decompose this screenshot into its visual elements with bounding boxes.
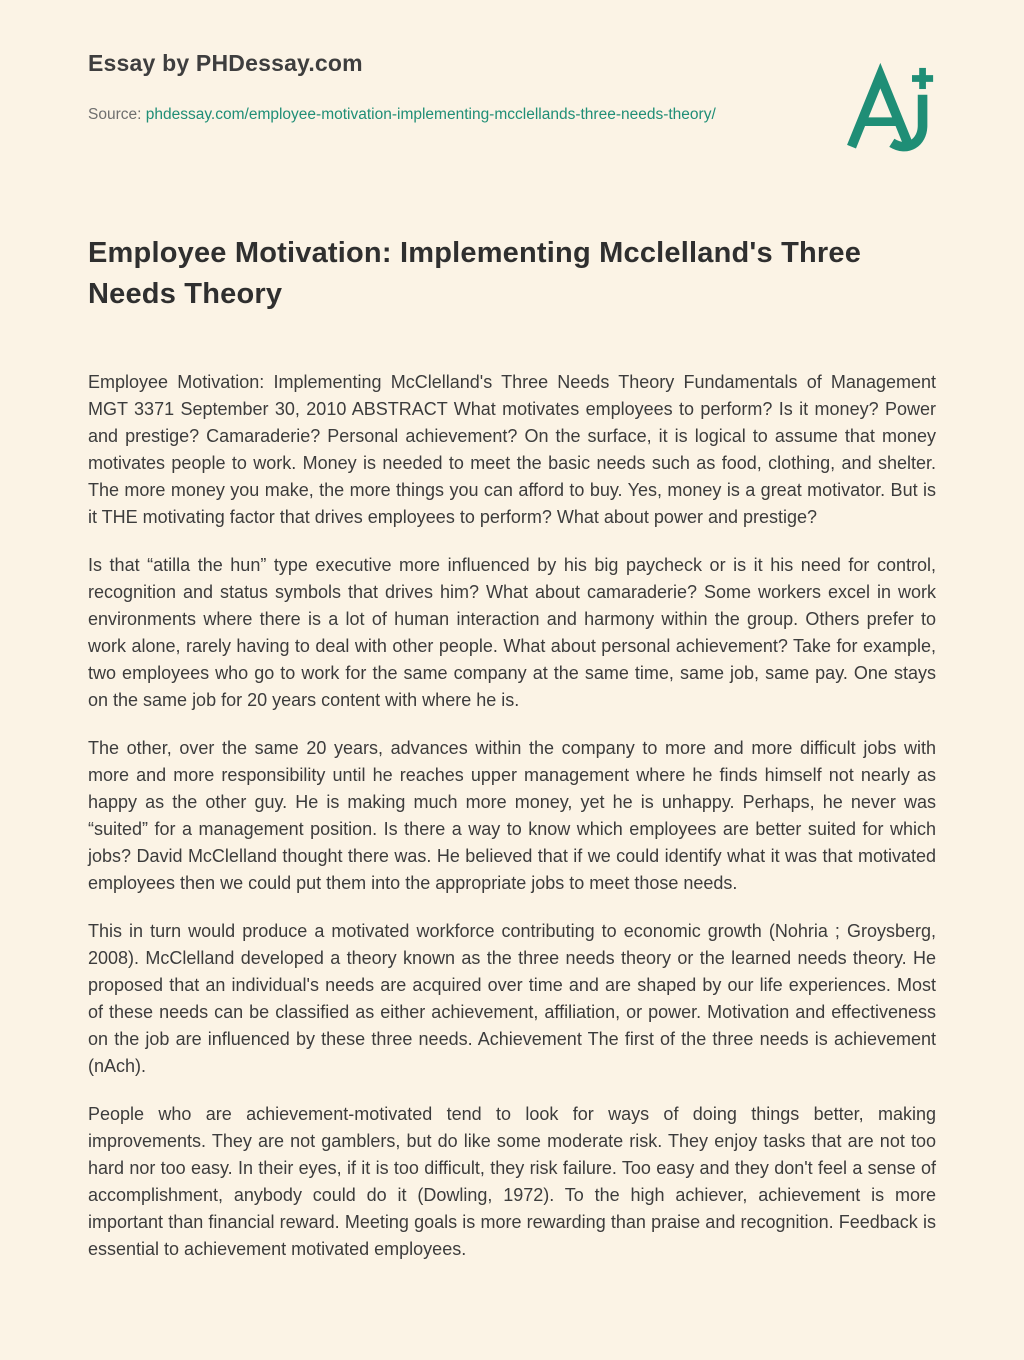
paragraph: People who are achievement-motivated tend to look for ways of doing things better, making improvements. They are not gamblers, but do like some moderate risk. They enjoy tasks that are not too hard nor too easy. In their eyes, if it is too difficult, they risk failure. Too easy and they don't feel a sense of accomplishment, anybody could do it (Dowling, 1972). To the high achiever, achievement is more important than financial reward. Meeting goals is more rewarding than praise and recognition. Feedback is essential to achievement motivated employees. <box>88 1104 936 1259</box>
paragraph: Employee Motivation: Implementing McClelland's Three Needs Theory Fundamentals of Management MGT 3371 September 30, 2010 ABSTRACT What motivates employees to perform? Is it money? Power and prestige? Camaraderie? Personal achievement? On the surface, it is logical to assume that money motivates people to work. Money is needed to meet the basic needs such as food, clothing, and shelter. The more money you make, the more things you can afford to buy. Yes, money is a great motivator. But is it THE motivating factor that drives employees to perform? What about power and prestige? <box>88 372 936 527</box>
paragraph: This in turn would produce a motivated workforce contributing to economic growth (Nohria ; Groysberg, 2008). McClelland developed a theory known as the three needs theory or the learned needs theory. He proposed that an individual's needs are acquired over time and are shaped by our life experiences. Most of these needs can be classified as either achievement, affiliation, or power. Motivation and effectiveness on the job are influenced by these three needs. Achievement The first of the three needs is achievement (nAch). <box>88 921 936 1076</box>
page-header <box>88 50 936 171</box>
byline: Essay by PHDessay.com <box>88 50 363 76</box>
header-text-block <box>88 50 716 127</box>
source-line <box>88 103 716 127</box>
article-body <box>88 369 936 1263</box>
phdessay-logo-icon <box>840 62 936 171</box>
page-title: Employee Motivation: Implementing Mcclelland's Three Needs Theory <box>88 237 862 310</box>
source-url-link[interactable]: phdessay.com/employee-motivation-implementing-mcclellands-three-needs-theory/ <box>145 106 716 123</box>
source-label: Source: <box>88 106 146 123</box>
paragraph: Is that “atilla the hun” type executive more influenced by his big paycheck or is it his need for control, recognition and status symbols that drives him? What about camaraderie? Some workers excel in work environments where there is a lot of human interaction and harmony within the group. Others prefer to work alone, rarely having to deal with other people. What about personal achievement? Take for example, two employees who go to work for the same company at the same time, same job, same pay. One stays on the same job for 20 years content with where he is. <box>88 555 936 710</box>
paragraph: The other, over the same 20 years, advances within the company to more and more difficult jobs with more and more responsibility until he reaches upper management where he finds himself not nearly as happy as the other guy. He is making much more money, yet he is unhappy. Perhaps, he never was “suited” for a management position. Is there a way to know which employees are better suited for which jobs? David McClelland thought there was. He believed that if we could identify what it was that motivated employees then we could put them into the appropriate jobs to meet those needs. <box>88 738 936 893</box>
